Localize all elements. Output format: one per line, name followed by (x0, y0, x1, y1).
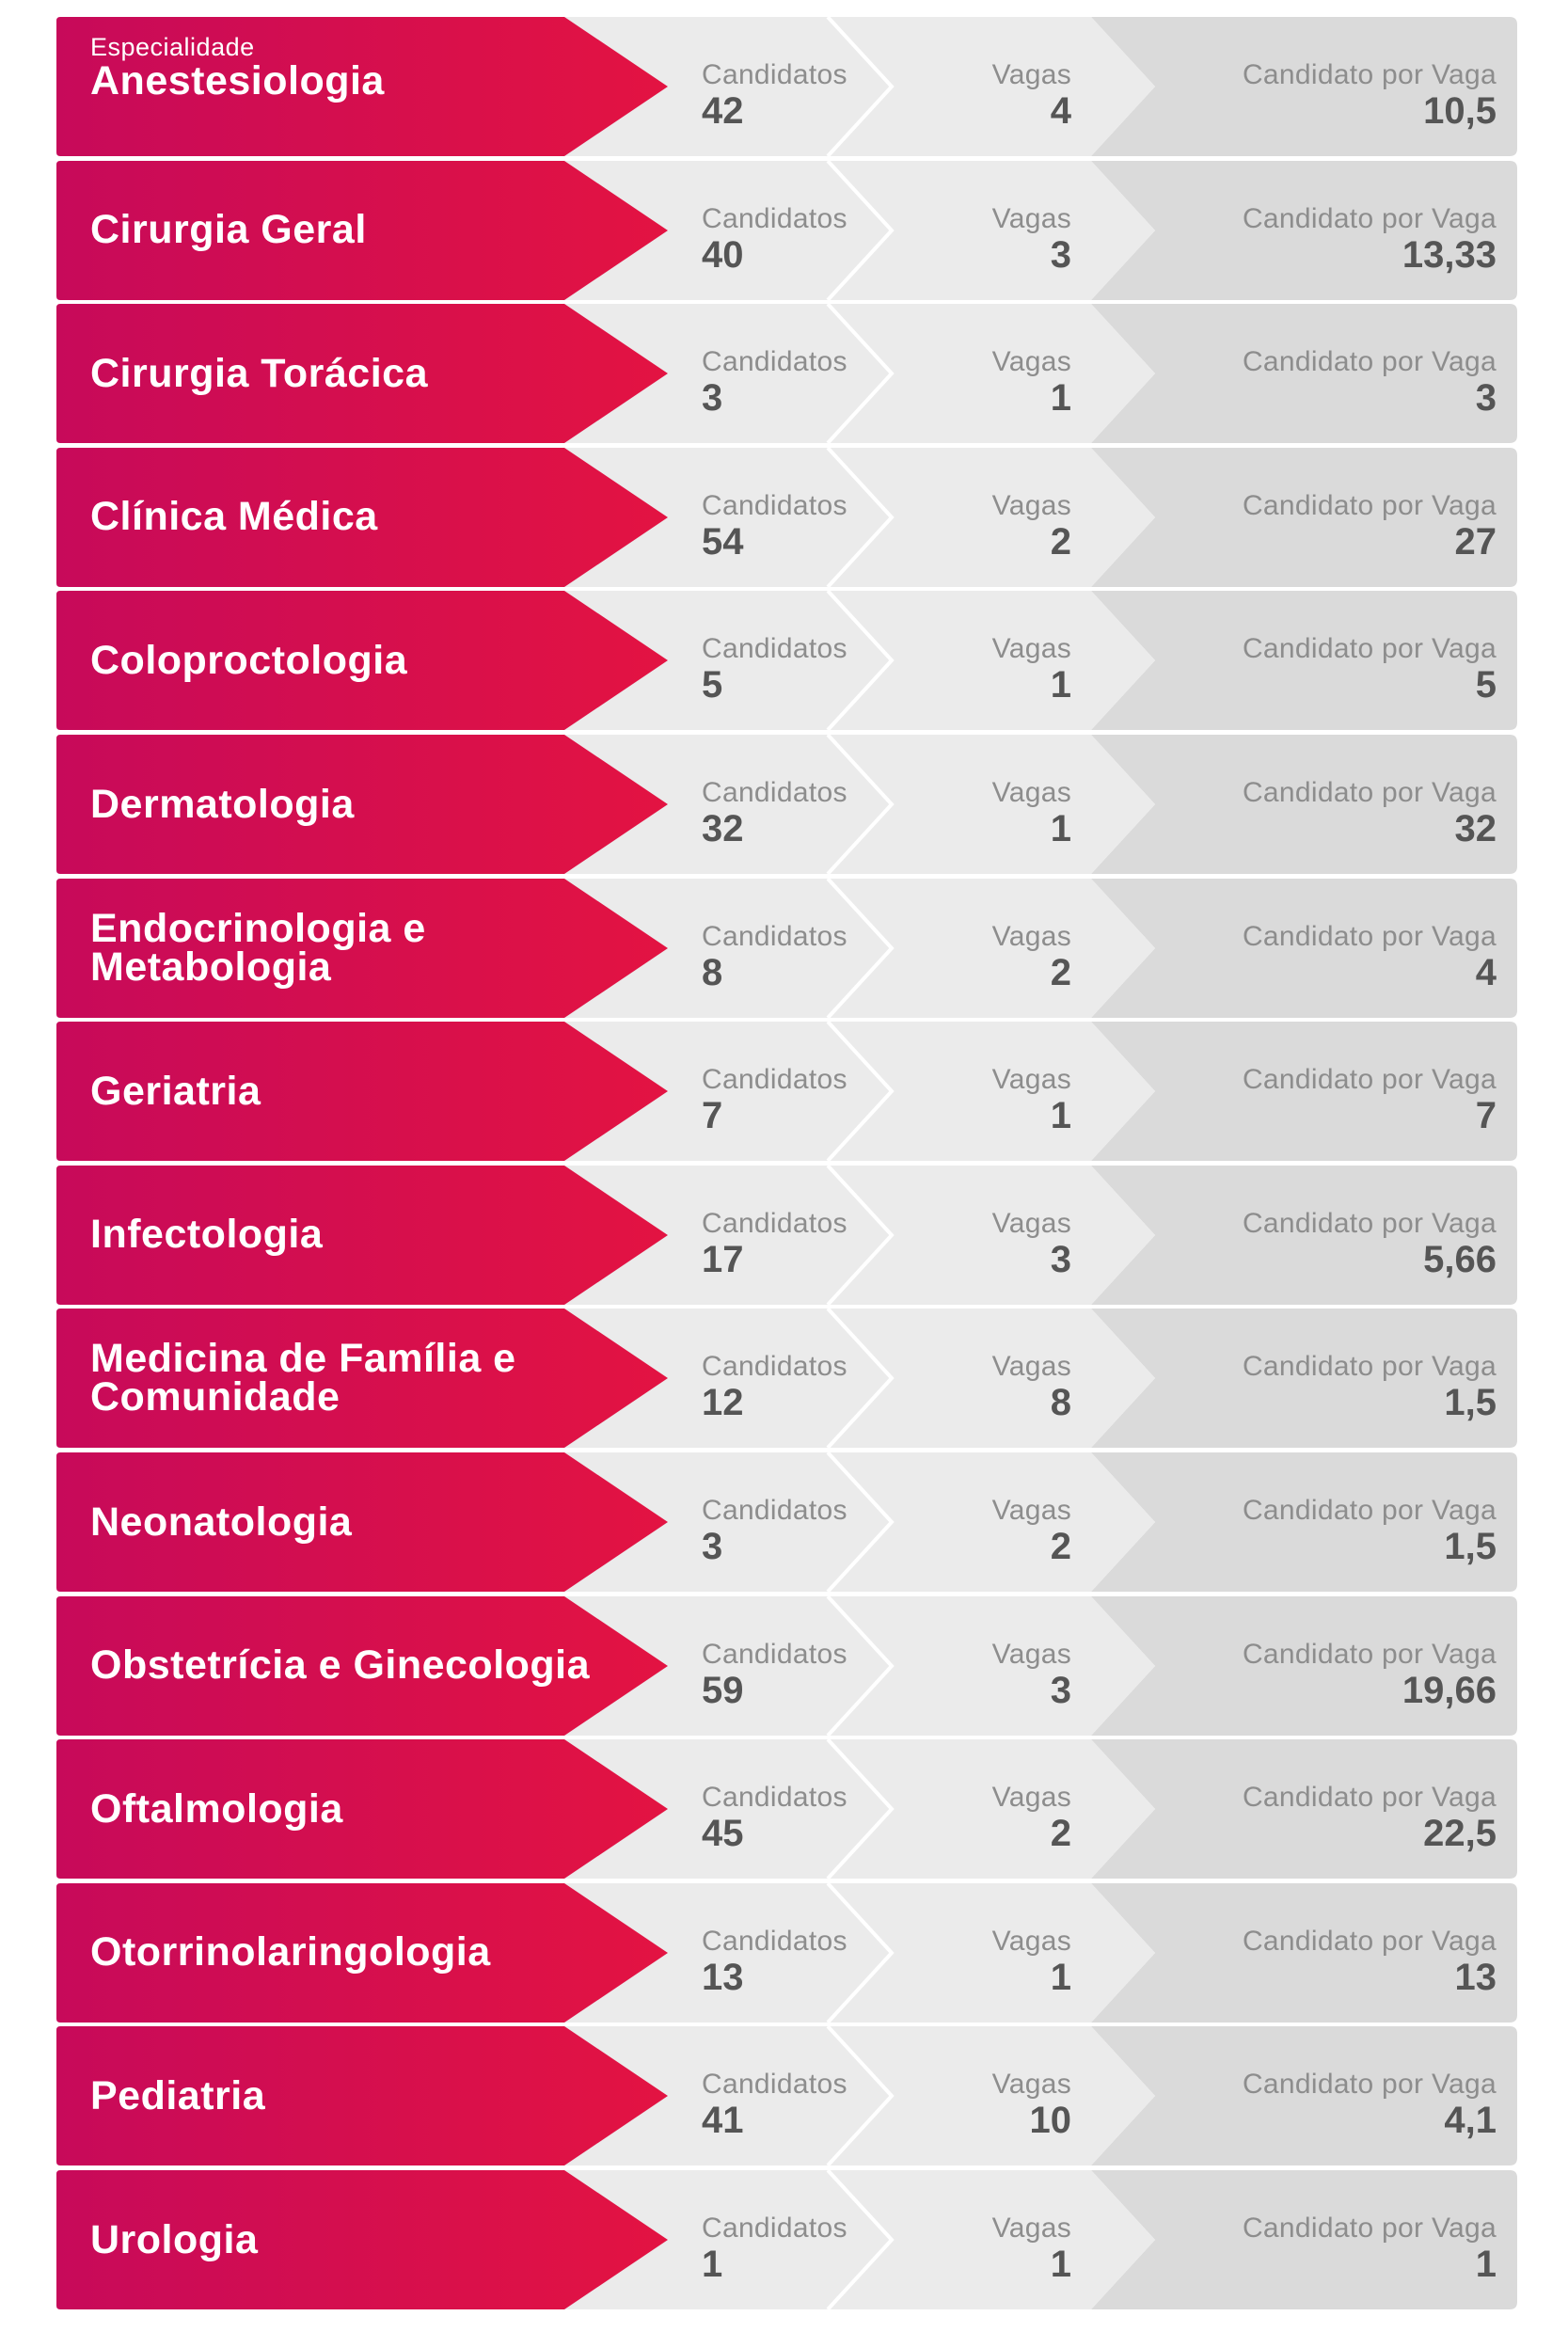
ratio-label: Candidato por Vaga (1242, 1925, 1497, 1957)
candidates-value: 12 (702, 1382, 744, 1424)
ratio-value: 1,5 (1444, 1382, 1497, 1424)
candidates-value: 7 (702, 1095, 723, 1137)
candidates-label: Candidatos (702, 633, 847, 665)
specialty-name: Cirurgia Geral (90, 207, 367, 253)
specialty-name: Cirurgia Torácica (90, 350, 428, 396)
ratio-value: 7 (1475, 1095, 1497, 1137)
candidates-value: 59 (702, 1669, 744, 1711)
specialty-name: Geriatria (90, 1068, 261, 1114)
candidates-value: 42 (702, 90, 744, 132)
candidates-value: 54 (702, 520, 744, 563)
candidates-label: Candidatos (702, 202, 847, 234)
specialty-name: Neonatologia (90, 1499, 353, 1545)
vacancies-value: 1 (1050, 1956, 1071, 1998)
ratio-value: 32 (1454, 808, 1497, 849)
table-row (56, 304, 1517, 443)
ratio-value: 3 (1475, 377, 1497, 420)
specialty-name: Anestesiologia (90, 58, 385, 103)
ratio-label: Candidato por Vaga (1242, 1782, 1497, 1814)
ratio-value: 1 (1475, 2244, 1497, 2285)
candidates-value: 17 (702, 1238, 744, 1280)
vacancies-label: Vagas (991, 1064, 1071, 1096)
candidates-value: 5 (702, 664, 723, 706)
vacancies-label: Vagas (991, 1207, 1071, 1239)
vacancies-value: 1 (1050, 664, 1071, 706)
table-row (56, 1166, 1517, 1305)
vacancies-label: Vagas (991, 489, 1071, 521)
specialty-name: Otorrinolaringologia (90, 1929, 491, 1975)
specialty-name: Dermatologia (90, 781, 355, 827)
candidates-value: 1 (702, 2244, 723, 2285)
table-row (56, 1022, 1517, 1161)
specialty-name: Oftalmologia (90, 1785, 343, 1832)
specialty-name-line: Endocrinologia e (90, 905, 426, 951)
ratio-value: 13 (1454, 1956, 1497, 1998)
table-row (56, 448, 1517, 587)
table-row (56, 1452, 1517, 1592)
candidates-value: 45 (702, 1813, 744, 1855)
ratio-label: Candidato por Vaga (1242, 59, 1497, 90)
ratio-label: Candidato por Vaga (1242, 777, 1497, 808)
ratio-value: 5,66 (1423, 1238, 1497, 1280)
candidates-value: 13 (702, 1956, 744, 1998)
candidates-label: Candidatos (702, 489, 847, 521)
table-row (56, 591, 1517, 730)
candidates-label: Candidatos (702, 1351, 847, 1383)
candidates-value: 41 (702, 2100, 744, 2142)
specialty-name (90, 879, 692, 1018)
candidates-label: Candidatos (702, 1782, 847, 1814)
ratio-label: Candidato por Vaga (1242, 1638, 1497, 1670)
candidates-value: 3 (702, 377, 723, 420)
candidates-label: Candidatos (702, 346, 847, 378)
specialty-name: Obstetrícia e Ginecologia (90, 1642, 591, 1689)
table-row (56, 879, 1517, 1018)
ratio-value: 4 (1475, 951, 1497, 993)
ratio-value: 19,66 (1402, 1669, 1497, 1711)
vacancies-value: 2 (1050, 951, 1071, 993)
vacancies-value: 1 (1050, 808, 1071, 849)
table-row (56, 735, 1517, 874)
vacancies-label: Vagas (991, 1638, 1071, 1670)
ratio-value: 1,5 (1444, 1526, 1497, 1567)
candidates-label: Candidatos (702, 1925, 847, 1957)
specialty-name-line: Comunidade (90, 1374, 341, 1420)
candidates-label: Candidatos (702, 2069, 847, 2101)
candidates-value: 40 (702, 233, 744, 276)
candidates-label: Candidatos (702, 920, 847, 952)
ratio-value: 5 (1475, 664, 1497, 706)
ratio-label: Candidato por Vaga (1242, 1495, 1497, 1526)
vacancies-label: Vagas (991, 59, 1071, 90)
vacancies-label: Vagas (991, 1351, 1071, 1383)
vacancies-label: Vagas (991, 2069, 1071, 2101)
specialty-name (90, 1309, 692, 1448)
vacancies-value: 3 (1050, 1669, 1071, 1711)
specialty-name: Coloproctologia (90, 637, 408, 683)
vacancies-label: Vagas (991, 777, 1071, 808)
table-row (56, 2026, 1517, 2165)
table-row (56, 1739, 1517, 1879)
vacancies-label: Vagas (991, 1925, 1071, 1957)
vacancies-value: 2 (1050, 520, 1071, 563)
vacancies-value: 8 (1050, 1382, 1071, 1424)
candidates-value: 32 (702, 808, 744, 849)
vacancies-label: Vagas (991, 346, 1071, 378)
specialty-column-caption: Especialidade (90, 33, 255, 61)
specialty-name: Pediatria (90, 2072, 266, 2118)
vacancies-value: 3 (1050, 1238, 1071, 1280)
ratio-label: Candidato por Vaga (1242, 202, 1497, 234)
ratio-label: Candidato por Vaga (1242, 489, 1497, 521)
vacancies-label: Vagas (991, 202, 1071, 234)
candidates-label: Candidatos (702, 1207, 847, 1239)
ratio-value: 22,5 (1423, 1813, 1497, 1855)
candidates-label: Candidatos (702, 59, 847, 90)
table-row (56, 2170, 1517, 2309)
table-row (56, 17, 1517, 156)
ratio-value: 4,1 (1444, 2100, 1497, 2142)
vacancies-label: Vagas (991, 1495, 1071, 1526)
table-row (56, 1596, 1517, 1736)
ratio-label: Candidato por Vaga (1242, 1064, 1497, 1096)
ratio-label: Candidato por Vaga (1242, 2069, 1497, 2101)
specialty-name: Clínica Médica (90, 494, 378, 540)
ratio-label: Candidato por Vaga (1242, 920, 1497, 952)
vacancies-label: Vagas (991, 1782, 1071, 1814)
ratio-label: Candidato por Vaga (1242, 633, 1497, 665)
vacancies-label: Vagas (991, 2213, 1071, 2244)
ratio-label: Candidato por Vaga (1242, 2213, 1497, 2244)
table-row (56, 1309, 1517, 1448)
specialty-name-line: Metabologia (90, 944, 332, 990)
candidates-label: Candidatos (702, 1064, 847, 1096)
candidates-label: Candidatos (702, 1638, 847, 1670)
vacancies-value: 10 (1029, 2100, 1071, 2142)
ratio-label: Candidato por Vaga (1242, 1207, 1497, 1239)
table-row (56, 1883, 1517, 2023)
candidates-value: 8 (702, 951, 723, 993)
ratio-value: 13,33 (1402, 233, 1497, 276)
vacancies-value: 1 (1050, 2244, 1071, 2285)
ratio-label: Candidato por Vaga (1242, 346, 1497, 378)
candidates-label: Candidatos (702, 1495, 847, 1526)
specialty-name-line: Medicina de Família e (90, 1336, 516, 1382)
vacancies-value: 2 (1050, 1813, 1071, 1855)
vacancies-value: 4 (1050, 90, 1071, 132)
vacancies-value: 1 (1050, 377, 1071, 420)
ratio-value: 27 (1454, 520, 1497, 563)
vacancies-value: 1 (1050, 1095, 1071, 1137)
vacancies-value: 2 (1050, 1526, 1071, 1567)
specialty-name: Urologia (90, 2216, 259, 2262)
vacancies-label: Vagas (991, 920, 1071, 952)
candidates-value: 3 (702, 1526, 723, 1567)
ratio-value: 10,5 (1423, 90, 1497, 132)
candidates-label: Candidatos (702, 2213, 847, 2244)
table-row (56, 161, 1517, 300)
vacancies-label: Vagas (991, 633, 1071, 665)
ratio-label: Candidato por Vaga (1242, 1351, 1497, 1383)
vacancies-value: 3 (1050, 233, 1071, 276)
specialty-name: Infectologia (90, 1212, 324, 1258)
candidates-label: Candidatos (702, 777, 847, 808)
